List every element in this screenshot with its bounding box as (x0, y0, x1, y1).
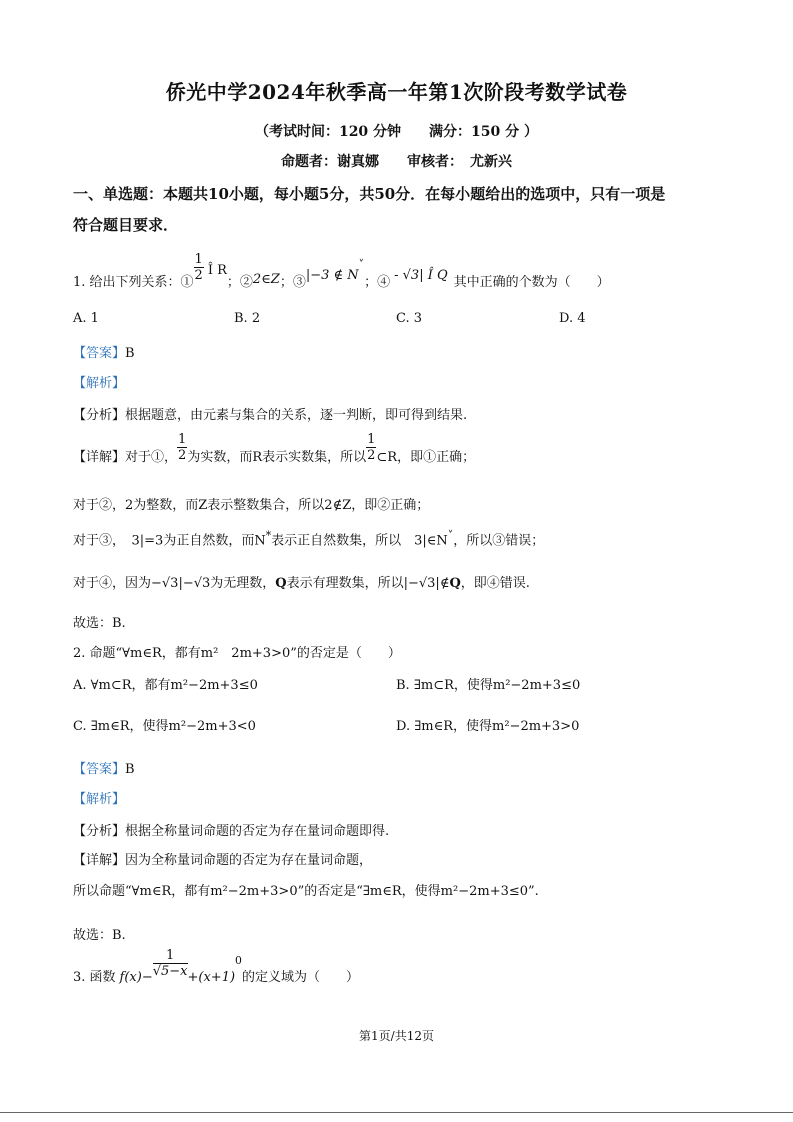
q1-prefix: 1. 给出下列关系：① (73, 275, 194, 290)
q1-detail-1 (73, 432, 475, 463)
fenxi-text: 根据题意，由元素与集合的关系，逐一判断，即可得到结果. (125, 408, 468, 423)
question-3-stem (73, 948, 359, 985)
q1-item1-rest: Î R (207, 263, 227, 278)
q1-d3-b: 表示正自然数集，所以 3|∈N (271, 533, 448, 549)
q1-item2: 2∈Z (252, 272, 280, 287)
authors: 命题者：谢真娜 审核者： 尤新兴 (281, 154, 512, 170)
q1-fenxi (73, 404, 467, 423)
answer-label: 【答案】 (73, 762, 126, 777)
q3-prefix: 3. 函数 (73, 970, 116, 985)
q1-sep1: ；② (226, 275, 253, 290)
q1-d3-sup: * (265, 529, 272, 542)
q1-d1-fraction2: $\frac{1}{2}$ (367, 432, 376, 463)
q2-option-c: C. ∃m∈R，使得m²−2m+3<0 (73, 719, 256, 734)
q2-choose: 故选：B. (73, 928, 126, 943)
q1-sep2: ；③ (279, 275, 306, 290)
q1-d1-fraction: $\frac{1}{2}$ (178, 432, 187, 463)
detail-label: 【详解】 (73, 853, 126, 868)
q1-analysis-label: 【解析】 (73, 376, 126, 391)
q1-d4-q: Q (275, 576, 287, 591)
q1-option-c: C. 3 (396, 311, 423, 326)
q1-option-a: A. 1 (73, 311, 99, 326)
fenxi-label: 【分析】 (73, 408, 126, 423)
question-1-stem (73, 250, 610, 290)
q1-d1-a: 对于①， (125, 450, 178, 465)
q1-option-d: D. 4 (559, 311, 586, 326)
q1-detail-3 (73, 529, 544, 548)
q1-detail-4 (73, 572, 530, 591)
exam-title: 侨光中学2024年秋季高一年第1次阶段考数学试卷 (165, 80, 628, 104)
q1-d3-a: 对于③， 3|=3为正自然数，而N (73, 533, 266, 549)
q1-item3-sup: ˅ (358, 257, 365, 271)
q2-option-b: B. ∃m⊂R，使得m²−2m+3≤0 (396, 678, 581, 693)
section-heading-line2: 符合题目要求． (73, 216, 179, 234)
answer-value: B (125, 346, 135, 361)
answer-value: B (125, 762, 135, 777)
page-footer: 第1页/共12页 (359, 1029, 434, 1043)
q1-d4-b: 表示有理数集，所以|−√3|∉ (286, 576, 450, 591)
q1-d1-b: 为实数，而R表示实数集，所以 (187, 450, 367, 465)
fenxi-text: 根据全称量词命题的否定为存在量词命题即得. (125, 824, 390, 839)
q1-suffix: 其中正确的个数为（ ） (453, 275, 610, 290)
q2-detail (73, 849, 372, 868)
fenxi-label: 【分析】 (73, 824, 126, 839)
q3-rest-sup: 0 (235, 953, 242, 967)
bottom-divider (0, 1112, 793, 1113)
q1-d4-a: 对于④，因为−√3|−√3为无理数， (73, 576, 276, 591)
q1-d4-q2: Q (449, 576, 461, 591)
q1-d4-c: ，即④错误. (460, 576, 530, 591)
exam-info: （考试时间：120 分钟 满分：150 分 ） (254, 124, 539, 140)
q1-choose: 故选：B. (73, 616, 126, 631)
q1-detail-2: 对于②，2为整数，而Z表示整数集合，所以2∉Z，即②正确； (73, 498, 430, 513)
q2-option-a: A. ∀m⊂R，都有m²−2m+3≤0 (73, 678, 258, 693)
answer-label: 【答案】 (73, 346, 126, 361)
q2-fenxi (73, 820, 389, 839)
q1-item4: - √3| Î Q (394, 268, 448, 283)
detail-label: 【详解】 (73, 450, 126, 465)
q3-rest: +(x+1) (187, 970, 236, 985)
section-heading-line1: 一、单选题：本题共10小题，每小题5分，共50分．在每小题给出的选项中，只有一项是 (73, 185, 666, 203)
q1-d3-sup2: ˅ (447, 529, 454, 542)
q2-detail-2: 所以命题“∀m∈R，都有m²−2m+3>0”的否定是“∃m∈R，使得m²−2m+3≤0”. (73, 884, 539, 899)
q3-fraction: $\frac{1}{√5-x}$ (152, 948, 188, 979)
q1-d1-c: ⊂R，即①正确； (376, 450, 476, 465)
q1-sep3: ；④ (364, 275, 391, 290)
detail-text: 因为全称量词命题的否定为存在量词命题， (125, 853, 373, 868)
q1-item3: |−3 ∉ N (305, 268, 359, 283)
q3-fx: f(x)− (119, 970, 153, 985)
q2-analysis-label: 【解析】 (73, 792, 126, 807)
question-2-stem: 2. 命题“∀m∈R，都有m² 2m+3>0”的否定是（ ） (73, 646, 401, 661)
q2-option-d: D. ∃m∈R，使得m²−2m+3>0 (396, 719, 580, 734)
q1-item1-fraction: $\frac{1}{2}$ (194, 252, 203, 283)
q3-suffix: 的定义域为（ ） (241, 970, 359, 985)
q1-answer (73, 342, 135, 361)
q2-answer (73, 758, 135, 777)
q1-d3-c: ，所以③错误； (453, 533, 545, 549)
q1-option-b: B. 2 (234, 311, 261, 326)
